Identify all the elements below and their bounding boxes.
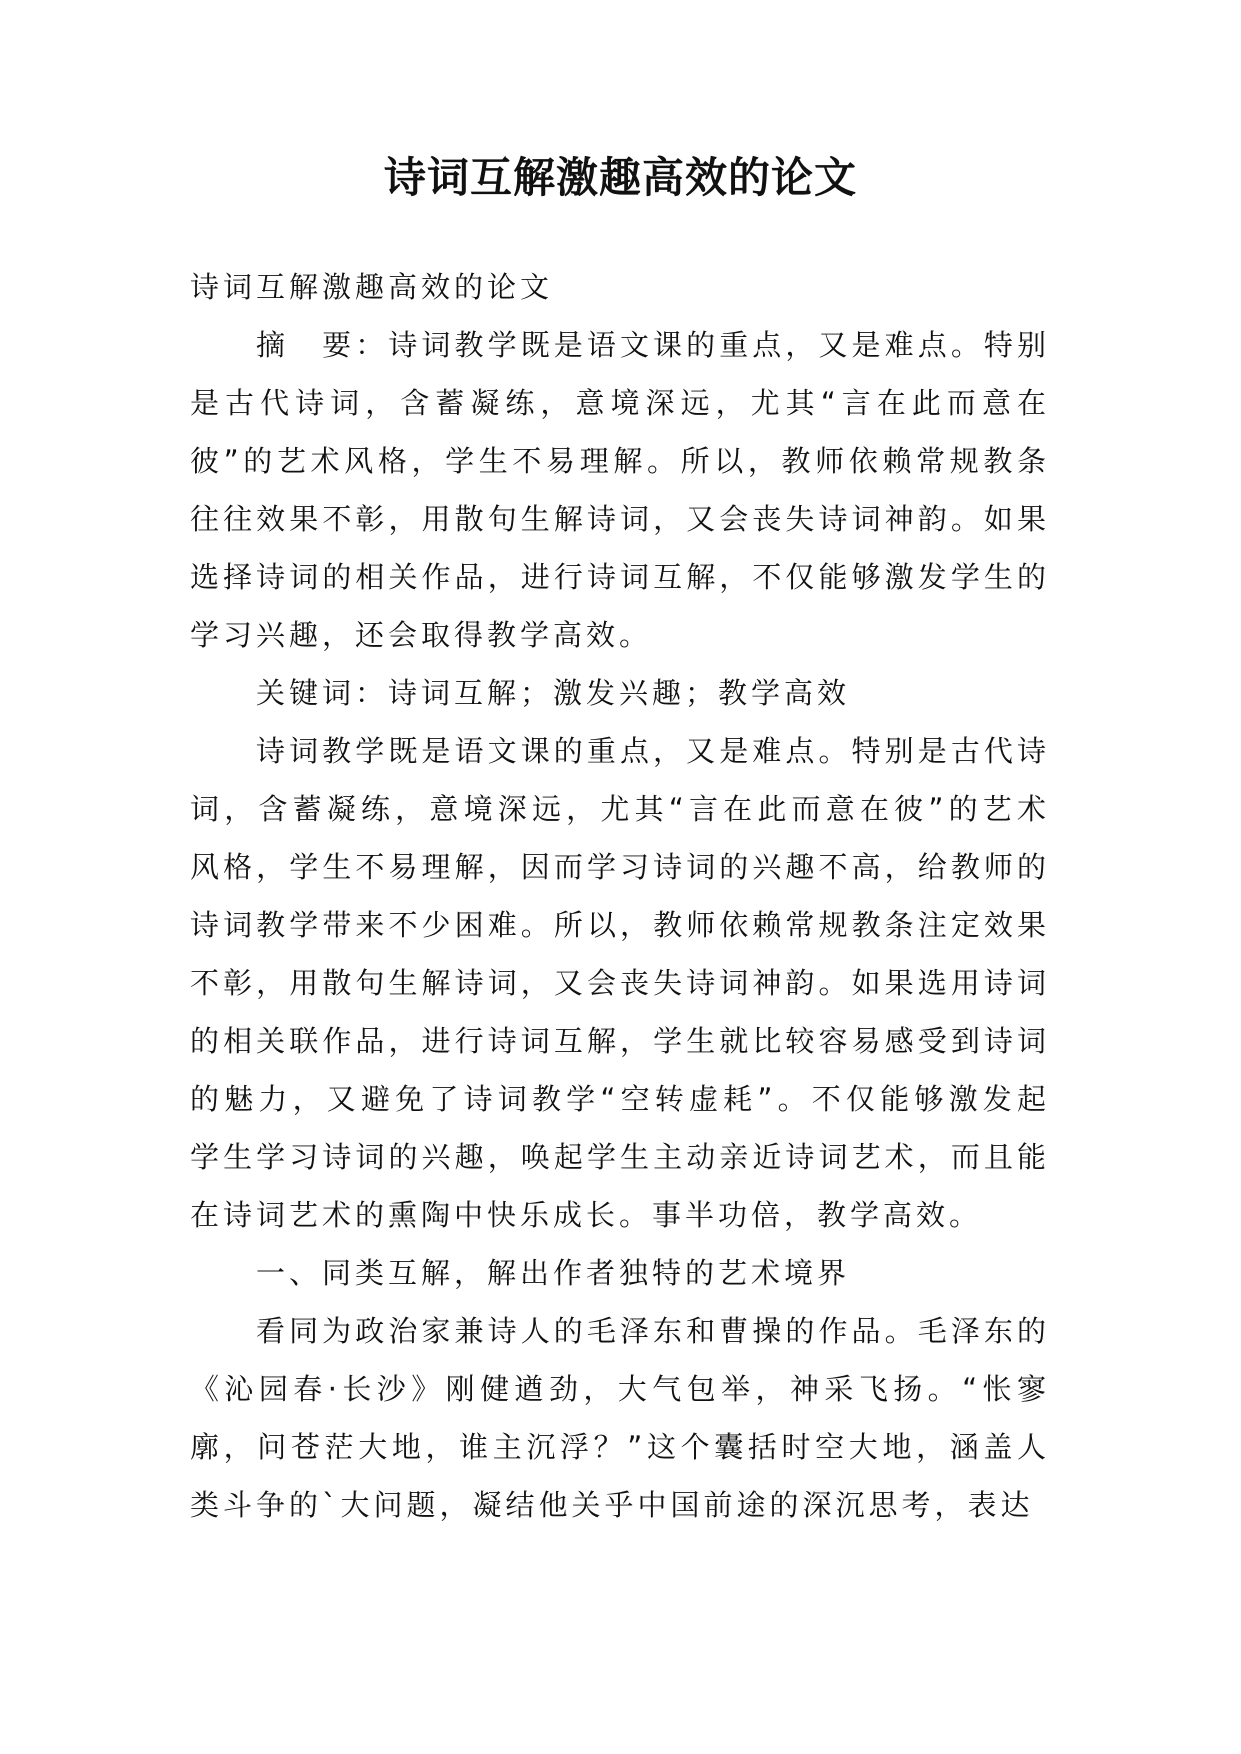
document-title: 诗词互解激趣高效的论文	[383, 153, 857, 202]
section-paragraph: 看同为政治家兼诗人的毛泽东和曹操的作品。毛泽东的《沁园春·长沙》刚健遒劲，大气包举，神采飞扬。“怅寥廓，问苍茫大地，谁主沉浮？”这个囊括时空大地，涵盖人类斗争的`大问题，凝结他关乎中国前途的深沉思考，表达	[190, 1314, 1050, 1522]
intro-paragraph: 诗词教学既是语文课的重点，又是难点。特别是古代诗词，含蓄凝练，意境深远，尤其“言在此而意在彼”的艺术风格，学生不易理解，因而学习诗词的兴趣不高，给教师的诗词教学带来不少困难。所以，教师依赖常规教条注定效果不彰，用散句生解诗词，又会丧失诗词神韵。如果选用诗词的相关联作品，进行诗词互解，学生就比较容易感受到诗词的魅力，又避免了诗词教学“空转虚耗”。不仅能够激发起学生学习诗词的兴趣，唤起学生主动亲近诗词艺术，而且能在诗词艺术的熏陶中快乐成长。事半功倍，教学高效。	[190, 734, 1050, 1232]
abstract-paragraph: 摘 要：诗词教学既是语文课的重点，又是难点。特别是古代诗词，含蓄凝练，意境深远，尤其“言在此而意在彼”的艺术风格，学生不易理解。所以，教师依赖常规教条往往效果不彰，用散句生解诗词，又会丧失诗词神韵。如果选择诗词的相关作品，进行诗词互解，不仅能够激发学生的学习兴趣，还会取得教学高效。	[190, 328, 1050, 652]
document-body	[190, 258, 1050, 1534]
keywords-paragraph: 关键词：诗词互解；激发兴趣；教学高效	[256, 676, 851, 710]
section-heading: 一、同类互解，解出作者独特的艺术境界	[256, 1256, 851, 1290]
body-heading-paragraph: 诗词互解激趣高效的论文	[190, 270, 554, 304]
